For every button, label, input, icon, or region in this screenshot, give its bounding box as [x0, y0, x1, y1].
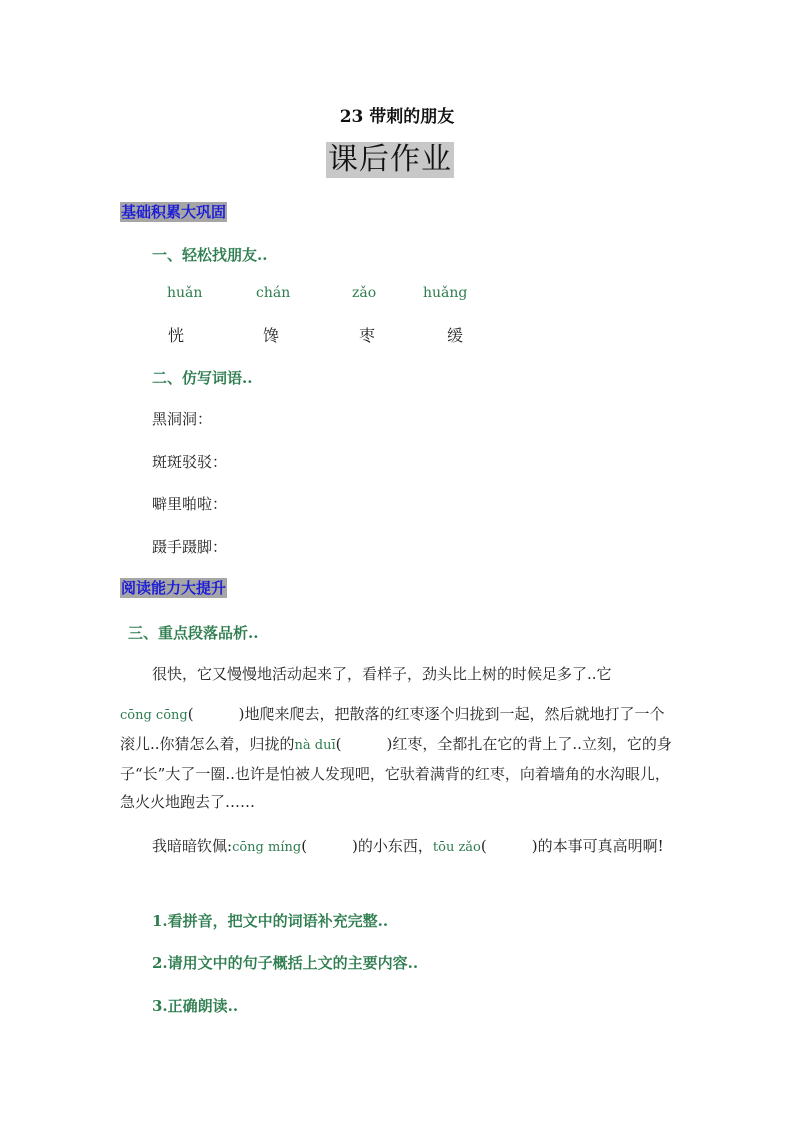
q1-heading: 一、轻松找朋友.. — [152, 246, 268, 264]
pinyin-congcong: cōng cōng — [120, 708, 188, 723]
character-2: 馋 — [263, 326, 280, 345]
passage-text-b: ( )红枣，全都扎在它的背上了..立刻，它的身子“长”大了一圈..也许是怕被人发现吧，它驮着满背的红枣，向着墙角的水沟眼儿，急火火地跑去了…… — [120, 735, 672, 811]
section-banner-basics: 基础积累大巩固 — [121, 203, 227, 221]
passage-paragraph-1 — [120, 700, 676, 816]
pinyin-3: zǎo — [352, 285, 377, 301]
character-1: 恍 — [168, 326, 185, 345]
q3-heading: 三、重点段落品析.. — [128, 624, 259, 642]
sub-question-3: 3.正确朗读.. — [152, 997, 239, 1015]
word-prompt-1: 黑洞洞： — [152, 410, 213, 428]
homework-title: 课后作业 — [328, 142, 452, 177]
passage-line-1: 很快，它又慢慢地活动起来了，看样子，劲头比上树的时候足多了..它 — [152, 665, 612, 683]
pinyin-naduì: nà duī — [294, 738, 336, 753]
passage-text-d: ( )的小东西， — [301, 837, 433, 855]
pinyin-congming: cōng míng — [232, 840, 302, 855]
sub-question-2: 2.请用文中的句子概括上文的主要内容.. — [152, 954, 419, 972]
passage-text-a: ( )地爬来爬去，把散落的红枣逐个归拢到一起，然后就地打了一个滚儿..你猜怎么着，归拢的 — [120, 705, 665, 753]
word-prompt-3: 噼里啪啦： — [152, 495, 228, 513]
q2-heading: 二、仿写词语.. — [152, 369, 253, 387]
pinyin-1: huǎn — [167, 285, 203, 301]
character-4: 缓 — [447, 326, 464, 345]
word-prompt-2: 斑斑驳驳： — [152, 453, 228, 471]
character-3: 枣 — [359, 326, 376, 345]
lesson-title: 23 带刺的朋友 — [339, 107, 455, 127]
passage-paragraph-2 — [120, 832, 676, 862]
section-banner-reading: 阅读能力大提升 — [121, 579, 227, 597]
passage-text-e: ( )的本事可真高明啊! — [480, 837, 664, 855]
sub-question-1: 1.看拼音，把文中的词语补充完整.. — [152, 912, 389, 930]
pinyin-4: huǎng — [423, 285, 468, 301]
pinyin-2: chán — [256, 285, 291, 301]
passage-text-c: 我暗暗钦佩: — [152, 837, 233, 855]
pinyin-touzao: tōu zǎo — [432, 840, 481, 855]
word-prompt-4: 蹑手蹑脚： — [152, 538, 228, 556]
